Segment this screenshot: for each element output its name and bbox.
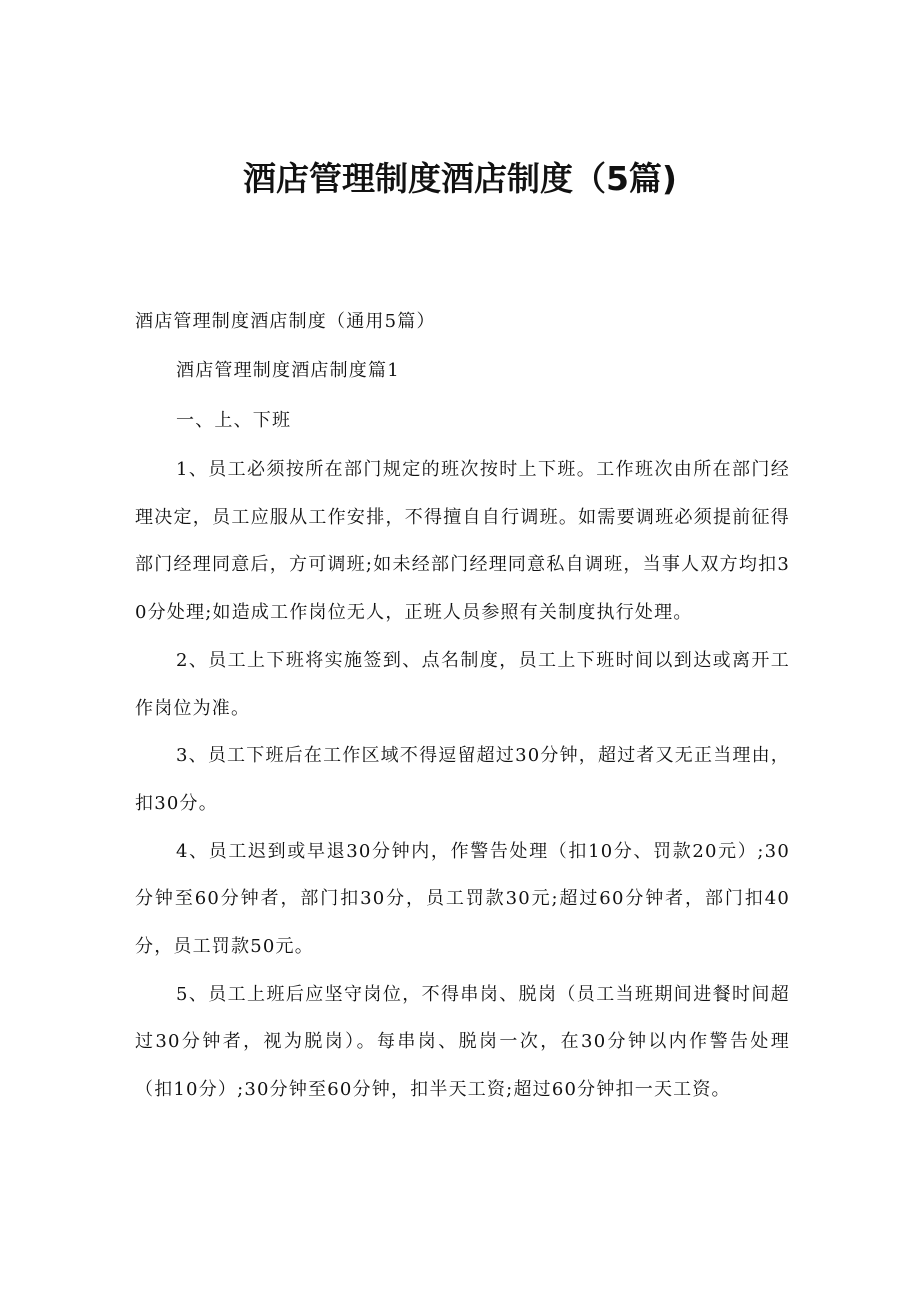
section-heading: 一、上、下班	[176, 410, 292, 431]
paragraph-3: 3、员工下班后在工作区域不得逗留超过30分钟，超过者又无正当理由，扣30分。	[135, 745, 790, 814]
paragraph-2: 2、员工上下班将实施签到、点名制度，员工上下班时间以到达或离开工作岗位为准。	[135, 649, 790, 719]
section-title: 酒店管理制度酒店制度篇1	[176, 360, 400, 381]
document-title: 酒店管理制度酒店制度（5篇)	[242, 159, 678, 198]
document-subtitle: 酒店管理制度酒店制度（通用5篇）	[135, 311, 436, 332]
paragraph-4: 4、员工迟到或早退30分钟内，作警告处理（扣10分、罚款20元）;30分钟至60分钟者，部门扣30分，员工罚款30元;超过60分钟者，部门扣40分，员工罚款50元。	[135, 840, 790, 958]
document-body	[135, 307, 790, 1114]
paragraph-5: 5、员工上班后应坚守岗位，不得串岗、脱岗（员工当班期间进餐时间超过30分钟者，视为脱岗）。每串岗、脱岗一次，在30分钟以内作警告处理（扣10分）;30分钟至60分钟，扣半天工资;超过60分钟扣一天工资。	[135, 983, 790, 1101]
paragraph-1: 1、员工必须按所在部门规定的班次按时上下班。工作班次由所在部门经理决定，员工应服从工作安排，不得擅自自行调班。如需要调班必须提前征得部门经理同意后，方可调班;如未经部门经理同意私自调班，当事人双方均扣30分处理;如造成工作岗位无人，正班人员参照有关制度执行处理。	[135, 459, 790, 624]
